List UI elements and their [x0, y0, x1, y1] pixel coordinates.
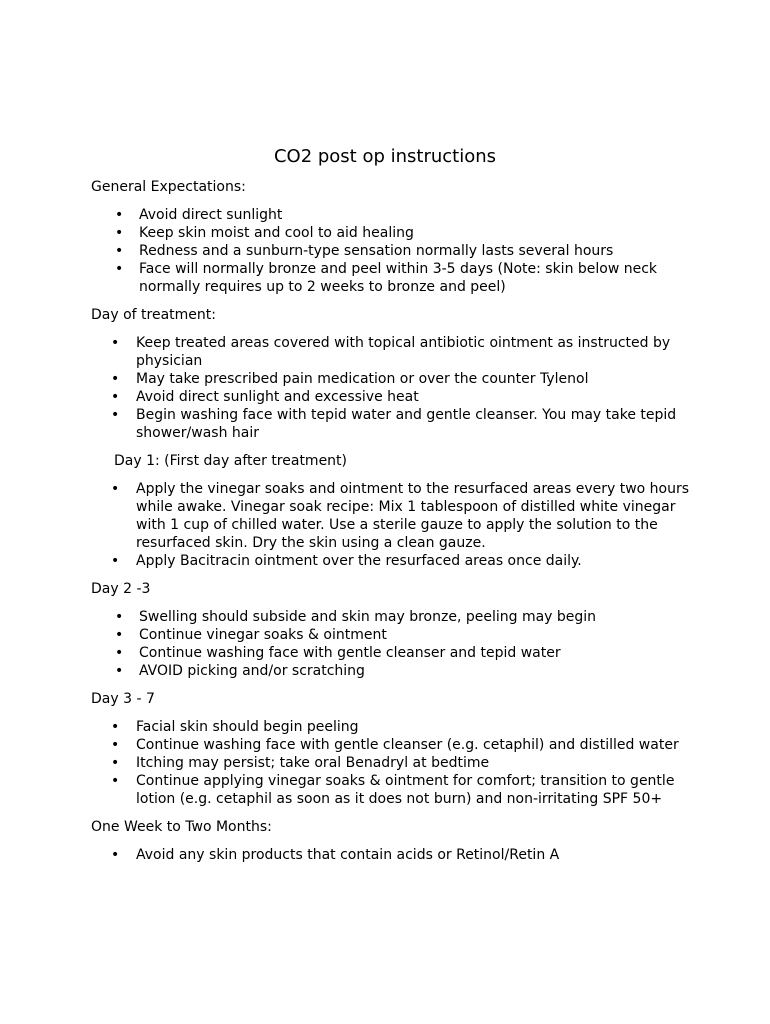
section-heading-day-3-7: Day 3 - 7 [91, 691, 155, 707]
bullet-icon: • [115, 645, 124, 661]
bullet-icon: • [111, 737, 120, 753]
bullet-icon: • [111, 389, 120, 405]
list-item [91, 334, 691, 370]
list-item [91, 206, 691, 224]
list-item [91, 406, 691, 442]
bullet-icon: • [111, 847, 120, 863]
bullet-icon: • [111, 773, 120, 789]
bullet-icon: • [111, 407, 120, 423]
page-title: CO2 post op instructions [273, 146, 497, 167]
bullet-icon: • [115, 663, 124, 679]
list-item-text: May take prescribed pain medication or over the counter Tylenol [136, 371, 589, 387]
general-expectations-list [91, 206, 691, 296]
list-item-text: Keep treated areas covered with topical antibiotic ointment as instructed by physician [136, 335, 671, 369]
section-heading-day-of-treatment: Day of treatment: [91, 307, 216, 323]
list-item [91, 480, 691, 552]
list-item-text: Face will normally bronze and peel within 3-5 days (Note: skin below neck normally requires up to 2 weeks to bronze and peel) [139, 261, 658, 295]
list-item-text: Swelling should subside and skin may bronze, peeling may begin [139, 609, 597, 625]
day-of-treatment-list [91, 334, 691, 442]
bullet-icon: • [111, 481, 120, 497]
list-item-text: Continue vinegar soaks & ointment [139, 627, 387, 643]
list-item-text: Continue washing face with gentle cleanser (e.g. cetaphil) and distilled water [136, 737, 679, 753]
day-3-7-list [91, 718, 691, 808]
bullet-icon: • [111, 755, 120, 771]
list-item-text: Continue applying vinegar soaks & ointment for comfort; transition to gentle lotion (e.g. cetaphil as soon as it does not burn) and non-irritating SPF 50+ [136, 773, 675, 807]
list-item-text: Begin washing face with tepid water and gentle cleanser. You may take tepid shower/wash hair [136, 407, 677, 441]
section-heading-one-week-to-two-months: One Week to Two Months: [91, 819, 272, 835]
one-week-to-two-months-list [91, 846, 691, 864]
bullet-icon: • [115, 225, 124, 241]
list-item [91, 662, 691, 680]
bullet-icon: • [111, 335, 120, 351]
list-item [91, 718, 691, 736]
list-item-text: Itching may persist; take oral Benadryl at bedtime [136, 755, 490, 771]
day-2-3-list [91, 608, 691, 680]
list-item [91, 772, 691, 808]
list-item [91, 846, 691, 864]
document-body [91, 178, 691, 874]
list-item [91, 626, 691, 644]
list-item [91, 552, 691, 570]
bullet-icon: • [111, 371, 120, 387]
section-heading-day-1: Day 1: (First day after treatment) [114, 453, 348, 469]
section-heading-general-expectations: General Expectations: [91, 179, 246, 195]
list-item-text: Avoid direct sunlight and excessive heat [136, 389, 419, 405]
list-item [91, 260, 691, 296]
section-heading-day-2-3: Day 2 -3 [91, 581, 151, 597]
list-item-text: Continue washing face with gentle cleanser and tepid water [139, 645, 561, 661]
list-item [91, 224, 691, 242]
list-item-text: Avoid direct sunlight [139, 207, 283, 223]
list-item-text: Keep skin moist and cool to aid healing [139, 225, 414, 241]
day-1-list [91, 480, 691, 570]
bullet-icon: • [115, 627, 124, 643]
list-item [91, 608, 691, 626]
list-item [91, 736, 691, 754]
list-item-text: Facial skin should begin peeling [136, 719, 359, 735]
bullet-icon: • [115, 207, 124, 223]
list-item-text: Apply Bacitracin ointment over the resurfaced areas once daily. [136, 553, 582, 569]
list-item [91, 370, 691, 388]
list-item-text: Avoid any skin products that contain acids or Retinol/Retin A [136, 847, 560, 863]
bullet-icon: • [111, 553, 120, 569]
bullet-icon: • [111, 719, 120, 735]
list-item [91, 388, 691, 406]
list-item [91, 754, 691, 772]
bullet-icon: • [115, 261, 124, 277]
list-item [91, 242, 691, 260]
list-item [91, 644, 691, 662]
list-item-text: AVOID picking and/or scratching [139, 663, 365, 679]
bullet-icon: • [115, 243, 124, 259]
bullet-icon: • [115, 609, 124, 625]
list-item-text: Redness and a sunburn-type sensation normally lasts several hours [139, 243, 614, 259]
list-item-text: Apply the vinegar soaks and ointment to the resurfaced areas every two hours while awake. Vinegar soak recipe: Mix 1 tablespoon of distilled white vinegar with 1 cup of chilled water. Use a sterile gauze to apply the solution to the resurfaced skin. Dry the skin using a clean gauze. [136, 481, 690, 551]
